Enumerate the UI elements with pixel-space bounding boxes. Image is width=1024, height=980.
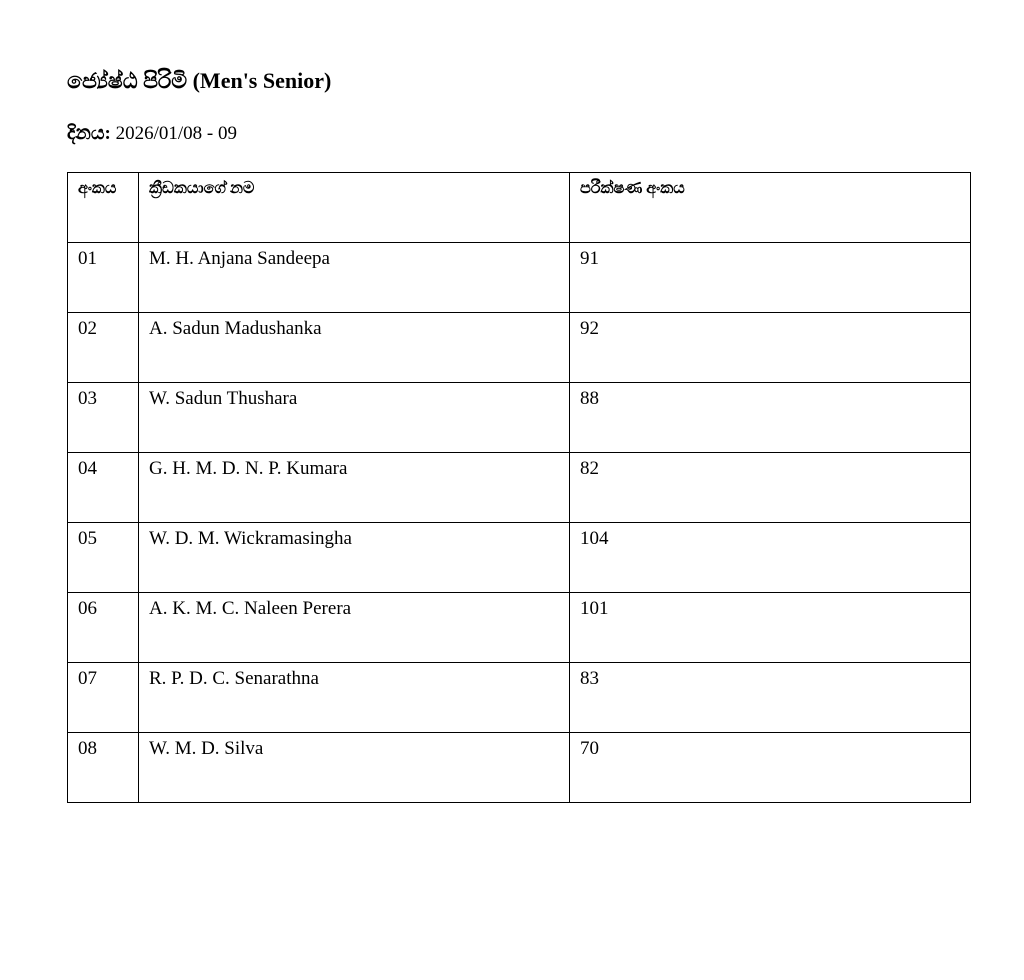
cell-player-name: W. M. D. Silva [139, 733, 570, 803]
cell-player-name: W. D. M. Wickramasingha [139, 523, 570, 593]
header-number: අංකය [68, 173, 139, 243]
cell-number: 08 [68, 733, 139, 803]
cell-player-name: M. H. Anjana Sandeepa [139, 243, 570, 313]
cell-player-name: A. Sadun Madushanka [139, 313, 570, 383]
cell-test-score: 101 [570, 593, 971, 663]
results-table [67, 172, 971, 803]
table-row [68, 523, 971, 593]
table-row [68, 733, 971, 803]
cell-test-score: 104 [570, 523, 971, 593]
cell-test-score: 82 [570, 453, 971, 523]
cell-test-score: 92 [570, 313, 971, 383]
table-row [68, 243, 971, 313]
cell-number: 05 [68, 523, 139, 593]
cell-player-name: G. H. M. D. N. P. Kumara [139, 453, 570, 523]
cell-test-score: 91 [570, 243, 971, 313]
table-row [68, 593, 971, 663]
header-player-name: ක්‍රීඩකයාගේ නම [139, 173, 570, 243]
cell-player-name: R. P. D. C. Senarathna [139, 663, 570, 733]
cell-player-name: A. K. M. C. Naleen Perera [139, 593, 570, 663]
cell-test-score: 70 [570, 733, 971, 803]
date-label: දිනය: [67, 123, 111, 144]
table-row [68, 313, 971, 383]
document-title: ජ්‍යේෂ්ඨ පිරිමි (Men's Senior) [67, 68, 332, 93]
cell-number: 01 [68, 243, 139, 313]
cell-test-score: 88 [570, 383, 971, 453]
table-row [68, 383, 971, 453]
table-header-row [68, 173, 971, 243]
document-date [67, 120, 237, 148]
cell-number: 02 [68, 313, 139, 383]
cell-number: 06 [68, 593, 139, 663]
cell-test-score: 83 [570, 663, 971, 733]
cell-number: 04 [68, 453, 139, 523]
table-row [68, 663, 971, 733]
cell-number: 03 [68, 383, 139, 453]
cell-player-name: W. Sadun Thushara [139, 383, 570, 453]
cell-number: 07 [68, 663, 139, 733]
date-value: 2026/01/08 - 09 [115, 123, 237, 144]
table-row [68, 453, 971, 523]
header-test-score: පරීක්ෂණ අංකය [570, 173, 971, 243]
